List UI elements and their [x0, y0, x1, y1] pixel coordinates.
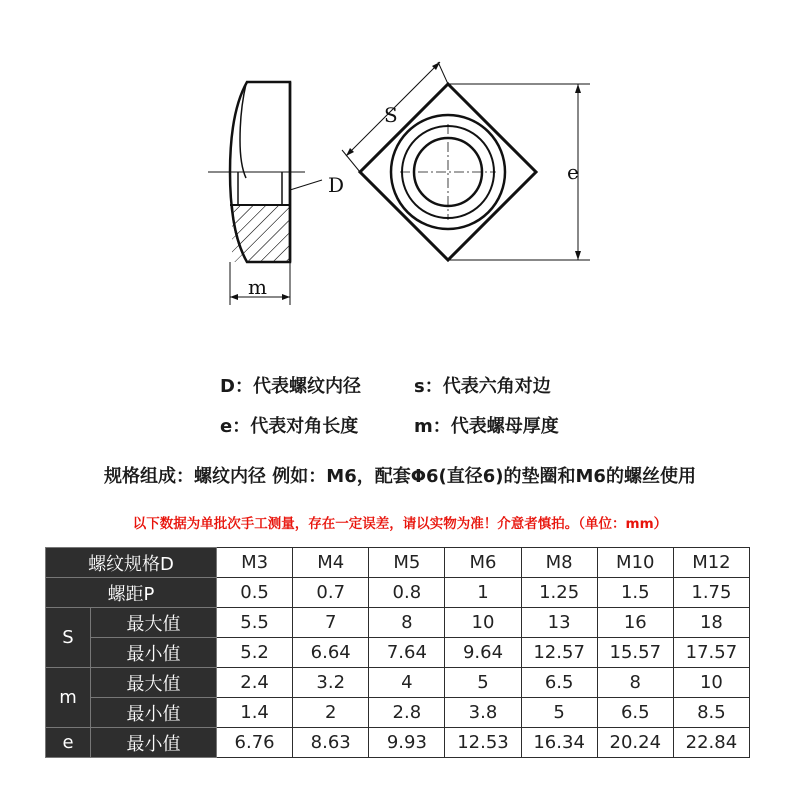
- s-max-cell: 13: [521, 608, 597, 638]
- pitch-cell: 1.25: [521, 578, 597, 608]
- max-label: 最大值: [91, 668, 217, 698]
- s-min-cell: 12.57: [521, 638, 597, 668]
- legend-m: m：代表螺母厚度: [414, 416, 559, 437]
- table-row: [46, 548, 750, 578]
- size-cell: M3: [217, 548, 293, 578]
- table-row: [46, 608, 750, 638]
- m-max-cell: 8: [597, 668, 673, 698]
- s-max-cell: 7: [293, 608, 369, 638]
- size-cell: M4: [293, 548, 369, 578]
- m-min-cell: 2: [293, 698, 369, 728]
- m-min-cell: 3.8: [445, 698, 521, 728]
- table-row: [46, 578, 750, 608]
- s-max-cell: 8: [369, 608, 445, 638]
- measurement-note: 以下数据为单批次手工测量，存在一定误差，请以实物为准！介意者慎拍。（单位：mm）: [132, 516, 668, 532]
- e-min-cell: 8.63: [293, 728, 369, 758]
- pitch-cell: 0.8: [369, 578, 445, 608]
- max-label: 最大值: [91, 608, 217, 638]
- size-cell: M5: [369, 548, 445, 578]
- s-min-cell: 17.57: [673, 638, 749, 668]
- table-row: [46, 698, 750, 728]
- s-min-cell: 7.64: [369, 638, 445, 668]
- s-max-cell: 18: [673, 608, 749, 638]
- m-min-cell: 8.5: [673, 698, 749, 728]
- pitch-cell: 0.7: [293, 578, 369, 608]
- size-cell: M6: [445, 548, 521, 578]
- m-max-cell: 2.4: [217, 668, 293, 698]
- e-min-cell: 22.84: [673, 728, 749, 758]
- pitch-cell: 0.5: [217, 578, 293, 608]
- e-min-cell: 20.24: [597, 728, 673, 758]
- nut-technical-drawing: [0, 0, 800, 340]
- d-label: D: [328, 173, 345, 197]
- spec-table: [45, 547, 750, 758]
- m-max-cell: 3.2: [293, 668, 369, 698]
- m-min-cell: 2.8: [369, 698, 445, 728]
- m-max-cell: 10: [673, 668, 749, 698]
- s-label: S: [384, 103, 398, 127]
- min-label: 最小值: [91, 638, 217, 668]
- e-label: e: [567, 160, 579, 184]
- e-row-label: e: [46, 728, 91, 758]
- pitch-label: 螺距P: [46, 578, 217, 608]
- m-label: m: [248, 275, 267, 299]
- legend-d: D：代表螺纹内径: [220, 376, 361, 397]
- size-cell: M10: [597, 548, 673, 578]
- legend-s: s：代表六角对边: [414, 376, 551, 397]
- s-min-cell: 15.57: [597, 638, 673, 668]
- s-max-cell: 10: [445, 608, 521, 638]
- min-label: 最小值: [91, 728, 217, 758]
- e-min-cell: 9.93: [369, 728, 445, 758]
- m-min-cell: 1.4: [217, 698, 293, 728]
- m-min-cell: 6.5: [597, 698, 673, 728]
- s-min-cell: 9.64: [445, 638, 521, 668]
- s-row-label: S: [46, 608, 91, 668]
- s-max-cell: 16: [597, 608, 673, 638]
- s-min-cell: 6.64: [293, 638, 369, 668]
- e-min-cell: 16.34: [521, 728, 597, 758]
- table-row: [46, 668, 750, 698]
- s-min-cell: 5.2: [217, 638, 293, 668]
- header-label: 螺纹规格D: [46, 548, 217, 578]
- m-min-cell: 5: [521, 698, 597, 728]
- m-max-cell: 6.5: [521, 668, 597, 698]
- spec-composition: 规格组成：螺纹内径 例如：M6，配套Φ6(直径6)的垫圈和M6的螺丝使用: [104, 466, 696, 487]
- m-max-cell: 4: [369, 668, 445, 698]
- min-label: 最小值: [91, 698, 217, 728]
- table-row: [46, 638, 750, 668]
- side-view: [208, 82, 322, 305]
- pitch-cell: 1.75: [673, 578, 749, 608]
- s-max-cell: 5.5: [217, 608, 293, 638]
- m-max-cell: 5: [445, 668, 521, 698]
- pitch-cell: 1.5: [597, 578, 673, 608]
- table-row: [46, 728, 750, 758]
- e-min-cell: 6.76: [217, 728, 293, 758]
- m-row-label: m: [46, 668, 91, 728]
- front-view: [342, 62, 590, 260]
- size-cell: M12: [673, 548, 749, 578]
- e-min-cell: 12.53: [445, 728, 521, 758]
- size-cell: M8: [521, 548, 597, 578]
- pitch-cell: 1: [445, 578, 521, 608]
- legend-e: e：代表对角长度: [220, 416, 359, 437]
